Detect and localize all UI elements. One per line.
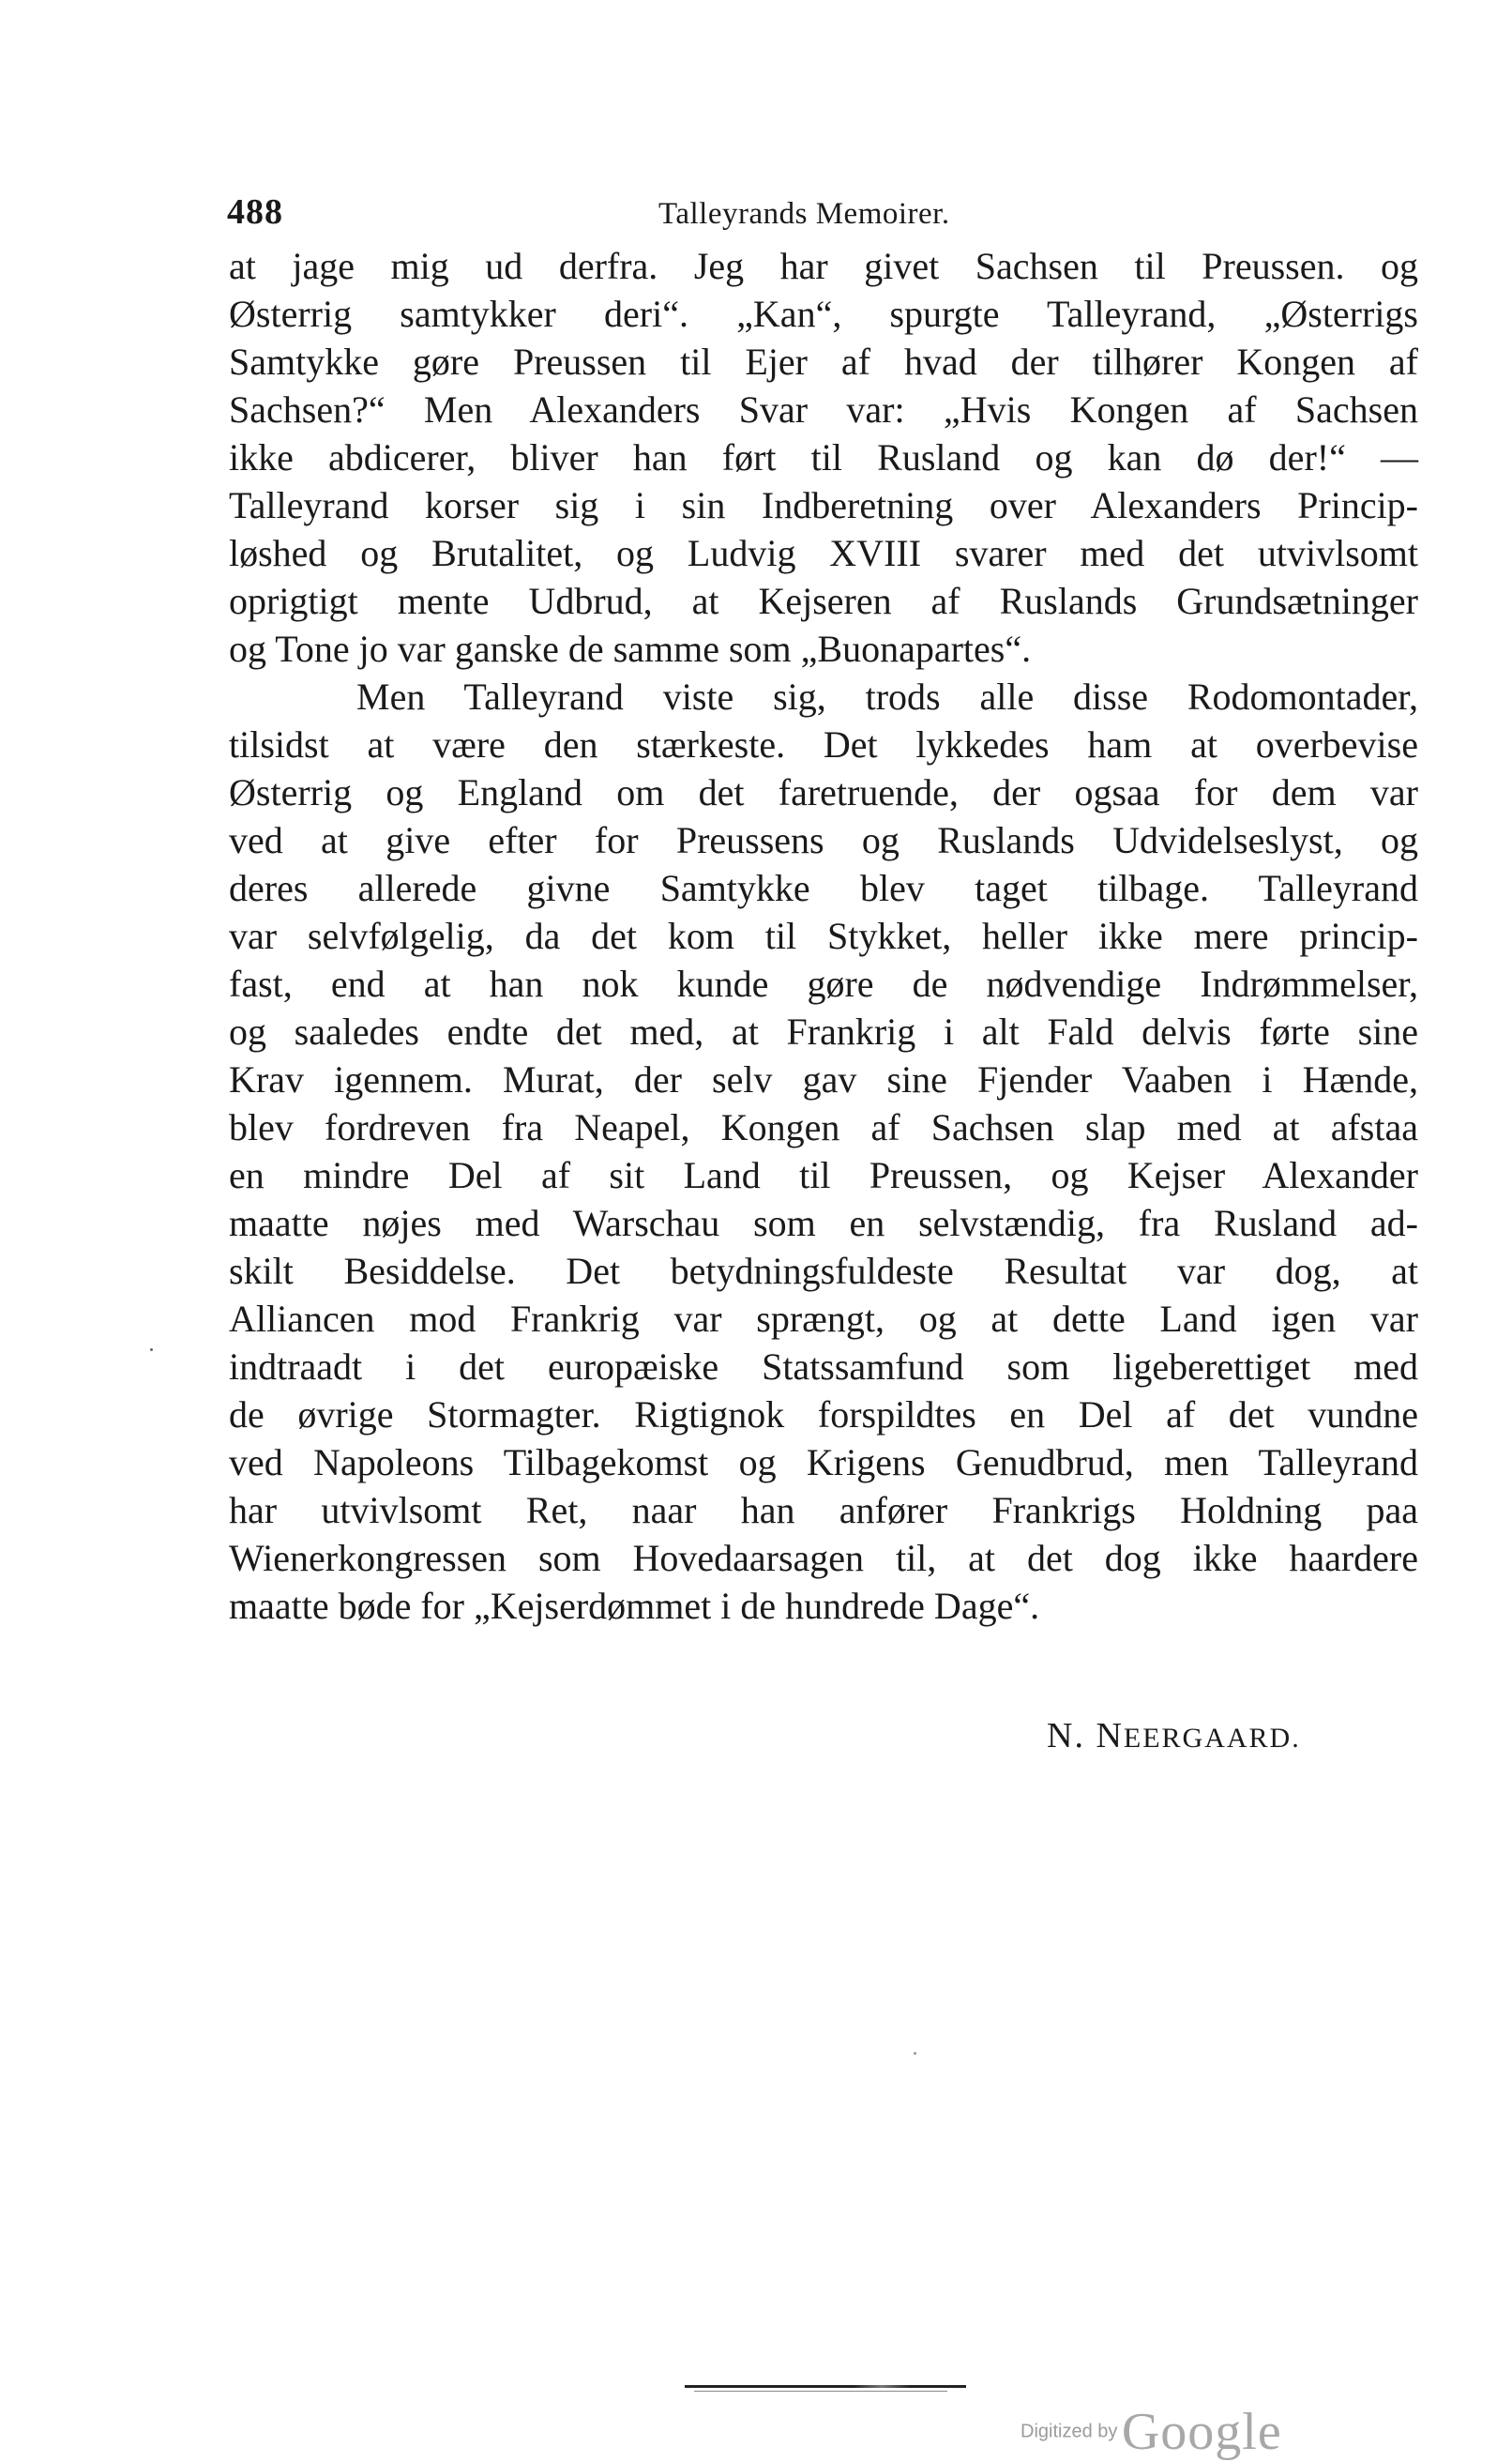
watermark-prefix: Digitized by (1021, 2421, 1118, 2442)
text-line: Østerrig og England om det faretruende, der ogsaa for dem var (229, 771, 1418, 813)
digitized-watermark (1021, 2402, 1282, 2462)
text-line: Alliancen mod Frankrig var sprængt, og at dette Land igen var (229, 1298, 1418, 1340)
text-line: Wienerkongressen som Hovedaarsagen til, at det dog ikke haardere (229, 1537, 1418, 1579)
text-line: fast, end at han nok kunde gøre de nødvendige Indrømmelser, (229, 963, 1418, 1005)
running-title: Talleyrands Memoirer. (658, 197, 950, 231)
text-line: Sachsen?“ Men Alexanders Svar var: „Hvis Kongen af Sachsen (229, 388, 1418, 431)
text-line: ikke abdicerer, bliver han ført til Rusland og kan dø der!“ — (229, 436, 1418, 479)
signature-initial: N. N (1047, 1716, 1124, 1755)
body-text (229, 242, 1418, 1630)
text-line: oprigtigt mente Udbrud, at Kejseren af Ruslands Grundsætninger (229, 580, 1418, 622)
print-speck (150, 1348, 153, 1351)
text-line: tilsidst at være den stærkeste. Det lykkedes ham at overbevise (229, 723, 1418, 766)
text-line: Samtykke gøre Preussen til Ejer af hvad der tilhører Kongen af (229, 341, 1418, 383)
text-line: ved Napoleons Tilbagekomst og Krigens Genudbrud, men Talleyrand (229, 1441, 1418, 1483)
text-line: var selvfølgelig, da det kom til Stykket, heller ikke mere princip- (229, 915, 1418, 957)
end-rule (685, 2385, 966, 2388)
text-line: har utvivlsomt Ret, naar han anfører Frankrigs Holdning paa (229, 1489, 1418, 1531)
google-logo: Google (1121, 2403, 1282, 2461)
text-line: ved at give efter for Preussens og Ruslands Udvidelseslyst, og (229, 819, 1418, 861)
author-signature (1047, 1715, 1301, 1756)
text-line: en mindre Del af sit Land til Preussen, og Kejser Alexander (229, 1154, 1418, 1196)
text-line: og saaledes endte det med, at Frankrig i alt Fald delvis førte sine (229, 1011, 1418, 1053)
end-rule-underline (694, 2391, 947, 2392)
text-line: Men Talleyrand viste sig, trods alle disse Rodomontader, (356, 676, 1418, 718)
print-speck (914, 2052, 916, 2055)
text-line: maatte bøde for „Kejserdømmet i de hundrede Dage“. (229, 1585, 1040, 1627)
text-line: Østerrig samtykker deri“. „Kan“, spurgte Talleyrand, „Østerrigs (229, 293, 1418, 335)
text-line: indtraadt i det europæiske Statssamfund som ligeberettiget med (229, 1345, 1418, 1388)
text-line: Krav igennem. Murat, der selv gav sine Fjender Vaaben i Hænde, (229, 1058, 1418, 1101)
text-line: og Tone jo var ganske de samme som „Buonapartes“. (229, 628, 1032, 670)
text-line: de øvrige Stormagter. Rigtignok forspildtes en Del af det vundne (229, 1393, 1418, 1436)
text-line: blev fordreven fra Neapel, Kongen af Sachsen slap med at afstaa (229, 1106, 1418, 1148)
text-line: løshed og Brutalitet, og Ludvig XVIII svarer med det utvivlsomt (229, 532, 1418, 574)
page-header (227, 191, 1416, 248)
text-line: deres allerede givne Samtykke blev taget tilbage. Talleyrand (229, 867, 1418, 909)
text-line: skilt Besiddelse. Det betydningsfuldeste Resultat var dog, at (229, 1250, 1418, 1292)
signature-surname: EERGAARD. (1123, 1723, 1301, 1754)
text-line: maatte nøjes med Warschau som en selvstændig, fra Rusland ad- (229, 1202, 1418, 1244)
text-line: at jage mig ud derfra. Jeg har givet Sachsen til Preussen. og (229, 245, 1418, 287)
page-number: 488 (227, 192, 283, 232)
text-line: Talleyrand korser sig i sin Indberetning over Alexanders Princip- (229, 484, 1418, 526)
